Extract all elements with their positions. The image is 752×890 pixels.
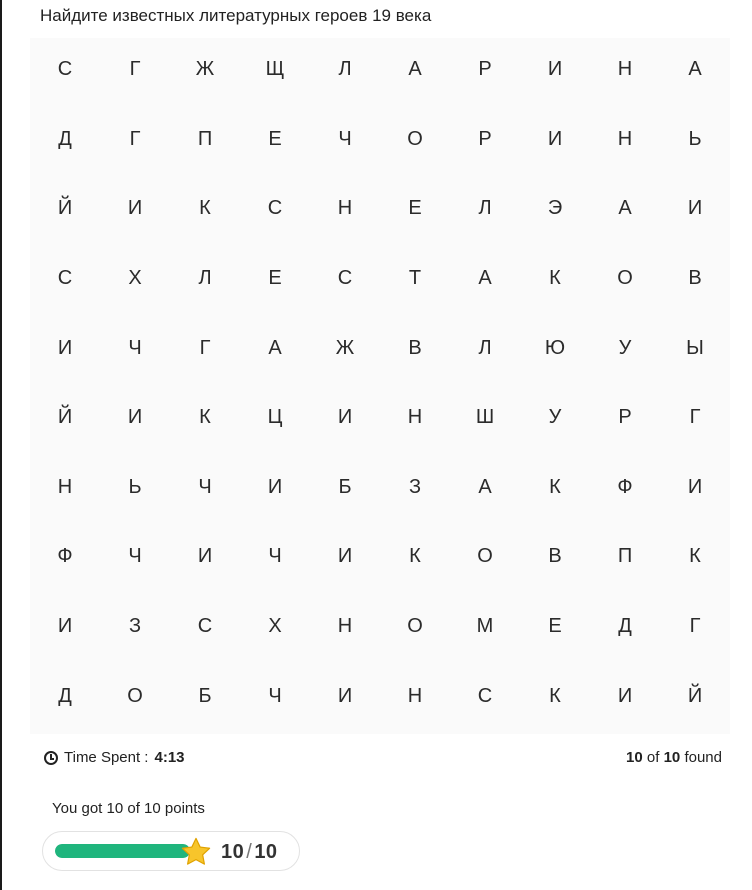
grid-cell[interactable]: Й bbox=[57, 406, 73, 429]
grid-cell[interactable]: А bbox=[408, 58, 422, 81]
grid-cell[interactable]: Ы bbox=[686, 336, 704, 359]
grid-cell[interactable]: З bbox=[408, 475, 422, 498]
found-total: 10 bbox=[663, 749, 681, 766]
grid-cell[interactable]: Ж bbox=[335, 336, 355, 359]
grid-cell[interactable]: К bbox=[549, 684, 561, 707]
grid-cell[interactable]: А bbox=[618, 197, 632, 220]
grid-cell[interactable]: Ч bbox=[128, 545, 142, 568]
grid-cell[interactable]: Г bbox=[199, 336, 211, 359]
grid-cell[interactable]: Б bbox=[338, 475, 352, 498]
grid-cell[interactable]: П bbox=[617, 545, 633, 568]
grid-cell[interactable]: Щ bbox=[265, 58, 285, 81]
grid-cell[interactable]: Т bbox=[408, 267, 422, 290]
grid-cell[interactable]: С bbox=[267, 197, 283, 220]
grid-cell[interactable]: А bbox=[478, 475, 492, 498]
grid-cell[interactable]: И bbox=[337, 406, 353, 429]
grid-cell[interactable]: И bbox=[267, 475, 283, 498]
grid-cell[interactable]: К bbox=[549, 475, 561, 498]
grid-cell[interactable]: И bbox=[127, 406, 143, 429]
letter-grid bbox=[30, 38, 730, 734]
grid-cell[interactable]: В bbox=[688, 267, 702, 290]
time-spent bbox=[44, 749, 185, 766]
grid-cell[interactable]: Е bbox=[268, 267, 282, 290]
grid-cell[interactable]: Е bbox=[548, 615, 562, 638]
grid-cell[interactable]: И bbox=[547, 127, 563, 150]
grid-cell[interactable]: Й bbox=[57, 197, 73, 220]
grid-cell[interactable]: А bbox=[478, 267, 492, 290]
grid-cell[interactable]: Г bbox=[129, 58, 141, 81]
grid-cell[interactable]: И bbox=[687, 197, 703, 220]
grid-cell[interactable]: А bbox=[268, 336, 282, 359]
grid-cell[interactable]: Р bbox=[478, 58, 492, 81]
grid-cell[interactable]: Е bbox=[268, 127, 282, 150]
grid-cell[interactable]: Н bbox=[407, 684, 423, 707]
grid-cell[interactable]: Н bbox=[337, 615, 353, 638]
grid-cell[interactable]: А bbox=[688, 58, 702, 81]
grid-cell[interactable]: Г bbox=[689, 406, 701, 429]
grid-cell[interactable]: С bbox=[57, 267, 73, 290]
grid-cell[interactable]: К bbox=[199, 197, 211, 220]
score-separator: / bbox=[246, 841, 253, 863]
grid-cell[interactable]: Ч bbox=[128, 336, 142, 359]
grid-cell[interactable]: Ш bbox=[475, 406, 495, 429]
grid-cell[interactable]: Е bbox=[408, 197, 422, 220]
grid-cell[interactable]: И bbox=[547, 58, 563, 81]
grid-cell[interactable]: К bbox=[199, 406, 211, 429]
grid-cell[interactable]: Г bbox=[129, 127, 141, 150]
grid-cell[interactable]: О bbox=[407, 615, 423, 638]
progress-bar-fill bbox=[55, 844, 190, 858]
grid-cell[interactable]: И bbox=[57, 336, 73, 359]
grid-cell[interactable]: О bbox=[127, 684, 143, 707]
grid-cell[interactable]: К bbox=[689, 545, 701, 568]
grid-cell[interactable]: Х bbox=[128, 267, 142, 290]
grid-cell[interactable]: Д bbox=[58, 684, 72, 707]
grid-cell[interactable]: В bbox=[548, 545, 562, 568]
grid-cell[interactable]: Л bbox=[198, 267, 212, 290]
grid-cell[interactable]: К bbox=[549, 267, 561, 290]
grid-cell[interactable]: Х bbox=[268, 615, 282, 638]
word-search-board bbox=[30, 38, 730, 734]
grid-cell[interactable]: Э bbox=[547, 197, 563, 220]
grid-cell[interactable]: О bbox=[617, 267, 633, 290]
grid-cell[interactable]: Л bbox=[478, 336, 492, 359]
found-label: found bbox=[684, 749, 722, 766]
score-total: 10 bbox=[254, 841, 278, 863]
grid-cell[interactable]: Н bbox=[617, 127, 633, 150]
grid-cell[interactable]: И bbox=[337, 684, 353, 707]
grid-cell[interactable]: Ф bbox=[57, 545, 73, 568]
window-left-border bbox=[0, 0, 2, 890]
page-title: Найдите известных литературных героев 19 века bbox=[40, 6, 432, 25]
grid-cell[interactable]: К bbox=[409, 545, 421, 568]
grid-cell[interactable]: Г bbox=[689, 615, 701, 638]
grid-cell[interactable]: С bbox=[57, 58, 73, 81]
found-count: 10 bbox=[626, 749, 643, 766]
grid-cell[interactable]: В bbox=[408, 336, 422, 359]
grid-cell[interactable]: О bbox=[407, 127, 423, 150]
star-icon bbox=[179, 836, 213, 868]
time-spent-value: 4:13 bbox=[154, 749, 185, 766]
found-counter bbox=[626, 749, 722, 766]
grid-cell[interactable]: С bbox=[477, 684, 493, 707]
grid-cell[interactable]: Ч bbox=[198, 475, 212, 498]
grid-cell[interactable]: П bbox=[197, 127, 213, 150]
found-of: of bbox=[646, 749, 660, 766]
grid-cell[interactable]: Д bbox=[58, 127, 72, 150]
grid-cell[interactable]: Л bbox=[338, 58, 352, 81]
grid-cell[interactable]: М bbox=[476, 615, 494, 638]
grid-cell[interactable]: И bbox=[337, 545, 353, 568]
grid-cell[interactable]: И bbox=[57, 615, 73, 638]
grid-cell[interactable]: Ф bbox=[617, 475, 633, 498]
grid-cell[interactable]: Н bbox=[407, 406, 423, 429]
grid-cell[interactable]: Ч bbox=[338, 127, 352, 150]
grid-cell[interactable]: Ж bbox=[195, 58, 215, 81]
grid-cell[interactable]: Р bbox=[478, 127, 492, 150]
grid-cell[interactable]: Н bbox=[617, 58, 633, 81]
grid-cell[interactable]: У bbox=[548, 406, 562, 429]
clock-icon bbox=[44, 751, 58, 765]
grid-cell[interactable]: С bbox=[337, 267, 353, 290]
grid-cell[interactable]: С bbox=[197, 615, 213, 638]
grid-cell[interactable]: И bbox=[127, 197, 143, 220]
grid-cell[interactable]: Й bbox=[687, 684, 703, 707]
grid-cell[interactable]: Ю bbox=[544, 336, 566, 359]
score-text bbox=[221, 841, 278, 864]
grid-cell[interactable]: И bbox=[687, 475, 703, 498]
grid-cell[interactable]: И bbox=[617, 684, 633, 707]
grid-cell[interactable]: Ц bbox=[267, 406, 283, 429]
score-value: 10 bbox=[221, 841, 245, 863]
time-spent-label: Time Spent : bbox=[64, 749, 149, 766]
grid-cell[interactable]: Ь bbox=[128, 475, 142, 498]
grid-cell[interactable]: И bbox=[197, 545, 213, 568]
grid-cell[interactable]: Ч bbox=[268, 684, 282, 707]
grid-cell[interactable]: Р bbox=[618, 406, 632, 429]
grid-cell[interactable]: У bbox=[618, 336, 632, 359]
grid-cell[interactable]: О bbox=[477, 545, 493, 568]
grid-cell[interactable]: З bbox=[128, 615, 142, 638]
grid-cell[interactable]: Ч bbox=[268, 545, 282, 568]
grid-cell[interactable]: Д bbox=[618, 615, 632, 638]
grid-cell[interactable]: Н bbox=[57, 475, 73, 498]
score-progress bbox=[42, 831, 300, 871]
progress-bar-track bbox=[55, 844, 190, 858]
grid-cell[interactable]: Л bbox=[478, 197, 492, 220]
grid-cell[interactable]: Б bbox=[198, 684, 212, 707]
grid-cell[interactable]: Н bbox=[337, 197, 353, 220]
points-summary: You got 10 of 10 points bbox=[52, 800, 205, 817]
grid-cell[interactable]: Ь bbox=[688, 127, 702, 150]
